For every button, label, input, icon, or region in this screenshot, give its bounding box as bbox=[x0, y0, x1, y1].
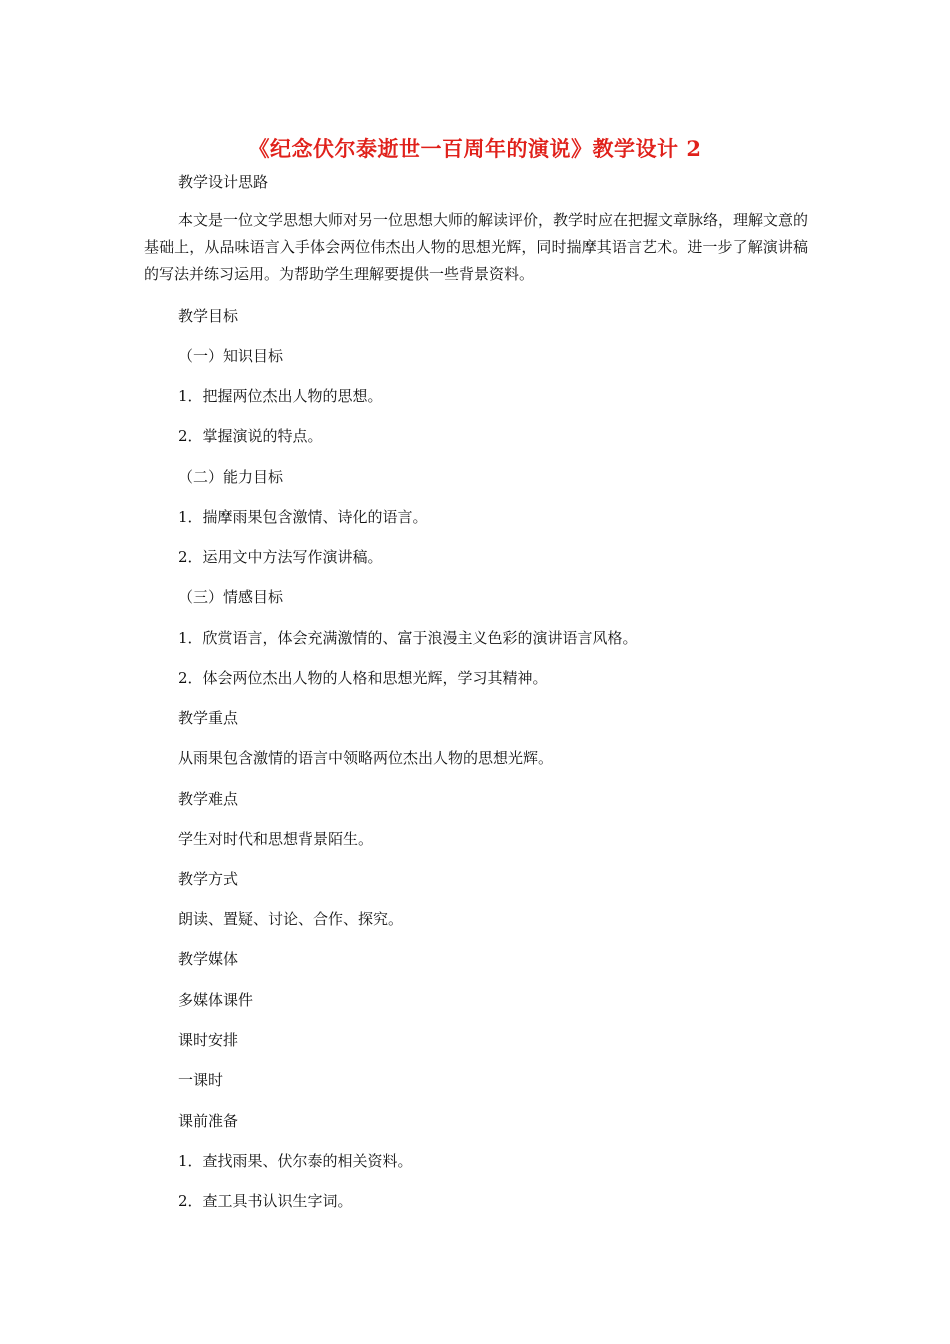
subheading-ability: （二）能力目标 bbox=[178, 468, 284, 486]
subheading-knowledge: （一）知识目标 bbox=[178, 347, 284, 365]
heading-media: 教学媒体 bbox=[178, 950, 239, 968]
heading-objectives: 教学目标 bbox=[178, 307, 239, 325]
text-key-point: 从雨果包含激情的语言中领略两位杰出人物的思想光辉。 bbox=[178, 749, 554, 767]
text-difficulty: 学生对时代和思想背景陌生。 bbox=[178, 830, 374, 848]
list-item: 2．查工具书认识生字词。 bbox=[178, 1192, 353, 1210]
heading-preparation: 课前准备 bbox=[178, 1112, 239, 1130]
list-item: 1．查找雨果、伏尔泰的相关资料。 bbox=[178, 1152, 413, 1170]
text-media: 多媒体课件 bbox=[178, 991, 254, 1009]
list-item: 2．运用文中方法写作演讲稿。 bbox=[178, 548, 383, 566]
list-item: 1．揣摩雨果包含激情、诗化的语言。 bbox=[178, 508, 428, 526]
document-title: 《纪念伏尔泰逝世一百周年的演说》教学设计 2 bbox=[248, 136, 702, 161]
heading-schedule: 课时安排 bbox=[178, 1031, 239, 1049]
paragraph-design-idea: 本文是一位文学思想大师对另一位思想大师的解读评价，教学时应在把握文章脉络，理解文意的基础上，从品味语言入手体会两位伟杰出人物的思想光辉，同时揣摩其语言艺术。进一步了解演讲稿的写法并练习运用。为帮助学生理解要提供一些背景资料。 bbox=[144, 211, 809, 283]
text-method: 朗读、置疑、讨论、合作、探究。 bbox=[178, 910, 404, 928]
heading-method: 教学方式 bbox=[178, 870, 239, 888]
list-item: 1．把握两位杰出人物的思想。 bbox=[178, 387, 383, 405]
heading-difficulty: 教学难点 bbox=[178, 790, 239, 808]
list-item: 1．欣赏语言，体会充满激情的、富于浪漫主义色彩的演讲语言风格。 bbox=[178, 629, 638, 647]
subheading-emotion: （三）情感目标 bbox=[178, 588, 284, 606]
heading-key-point: 教学重点 bbox=[178, 709, 239, 727]
heading-design-idea: 教学设计思路 bbox=[178, 173, 269, 191]
text-schedule: 一课时 bbox=[178, 1071, 224, 1089]
list-item: 2．体会两位杰出人物的人格和思想光辉，学习其精神。 bbox=[178, 669, 548, 687]
list-item: 2．掌握演说的特点。 bbox=[178, 427, 323, 445]
